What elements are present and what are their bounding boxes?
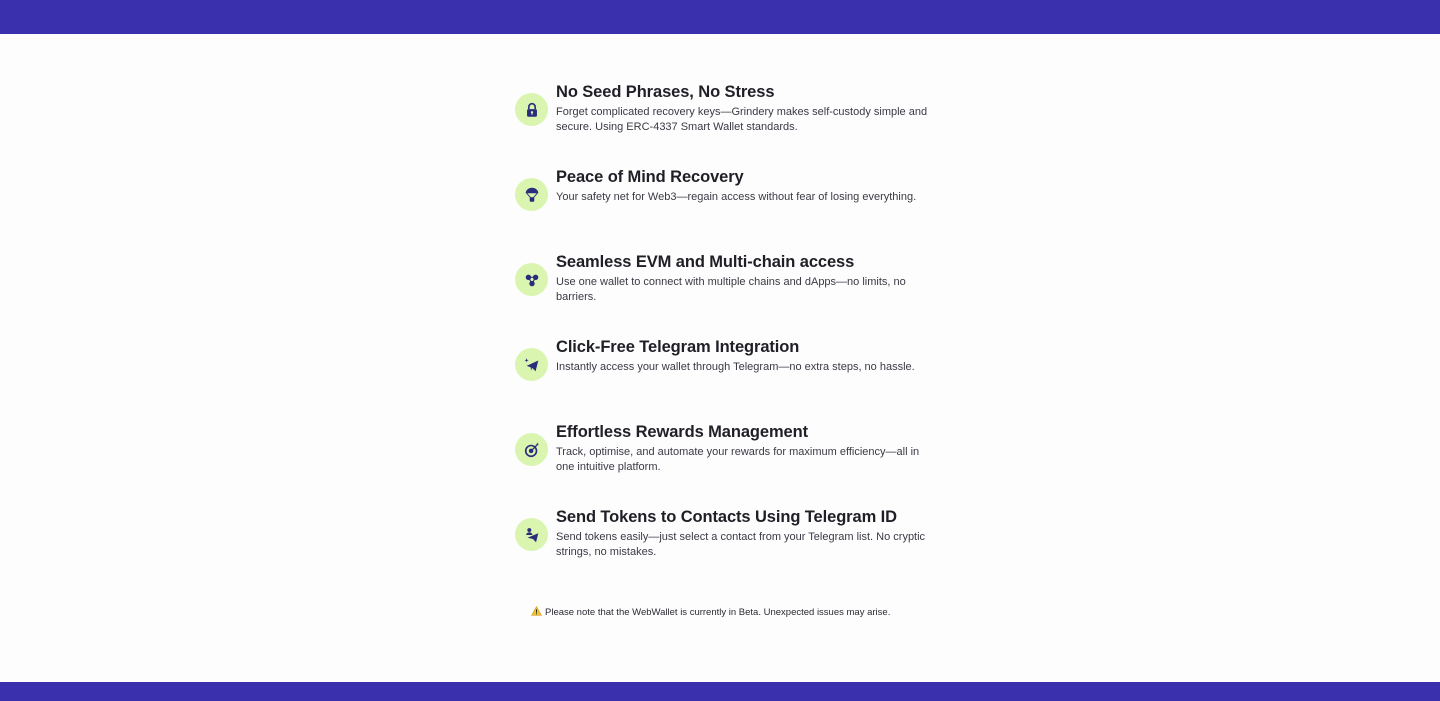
feature-item bbox=[515, 422, 935, 507]
target-icon bbox=[515, 433, 548, 466]
feature-title: No Seed Phrases, No Stress bbox=[556, 83, 775, 101]
feature-description: Track, optimise, and automate your rewards for maximum efficiency—all in one intuitive platform. bbox=[556, 446, 920, 473]
feature-item bbox=[515, 82, 935, 167]
feature-description: Instantly access your wallet through Telegram—no extra steps, no hassle. bbox=[556, 361, 915, 373]
network-icon bbox=[515, 263, 548, 296]
feature-title: Peace of Mind Recovery bbox=[556, 168, 744, 186]
feature-list bbox=[515, 82, 935, 592]
feature-title: Click-Free Telegram Integration bbox=[556, 338, 800, 356]
feature-item bbox=[515, 167, 935, 252]
feature-title: Send Tokens to Contacts Using Telegram ID bbox=[556, 508, 897, 526]
feature-description: Send tokens easily—just select a contact from your Telegram list. No cryptic strings, no mistakes. bbox=[556, 531, 926, 558]
telegram-contact-icon bbox=[515, 518, 548, 551]
lock-icon bbox=[515, 93, 548, 126]
warning-icon bbox=[531, 606, 542, 616]
parachute-icon bbox=[515, 178, 548, 211]
feature-item bbox=[515, 252, 935, 337]
feature-title: Effortless Rewards Management bbox=[556, 423, 809, 441]
feature-description: Forget complicated recovery keys—Grindery makes self-custody simple and secure. Using ERC-4337 Smart Wallet standards. bbox=[556, 106, 928, 133]
top-header-bar bbox=[0, 0, 1440, 34]
feature-title: Seamless EVM and Multi-chain access bbox=[556, 253, 855, 271]
feature-item bbox=[515, 507, 935, 592]
beta-notice-text: Please note that the WebWallet is currently in Beta. Unexpected issues may arise. bbox=[545, 607, 891, 618]
beta-notice bbox=[531, 606, 890, 619]
feature-item bbox=[515, 337, 935, 422]
feature-description: Use one wallet to connect with multiple chains and dApps—no limits, no barriers. bbox=[556, 276, 906, 303]
bottom-footer-bar bbox=[0, 682, 1440, 701]
feature-description: Your safety net for Web3—regain access without fear of losing everything. bbox=[556, 191, 917, 203]
telegram-sparkle-icon bbox=[515, 348, 548, 381]
